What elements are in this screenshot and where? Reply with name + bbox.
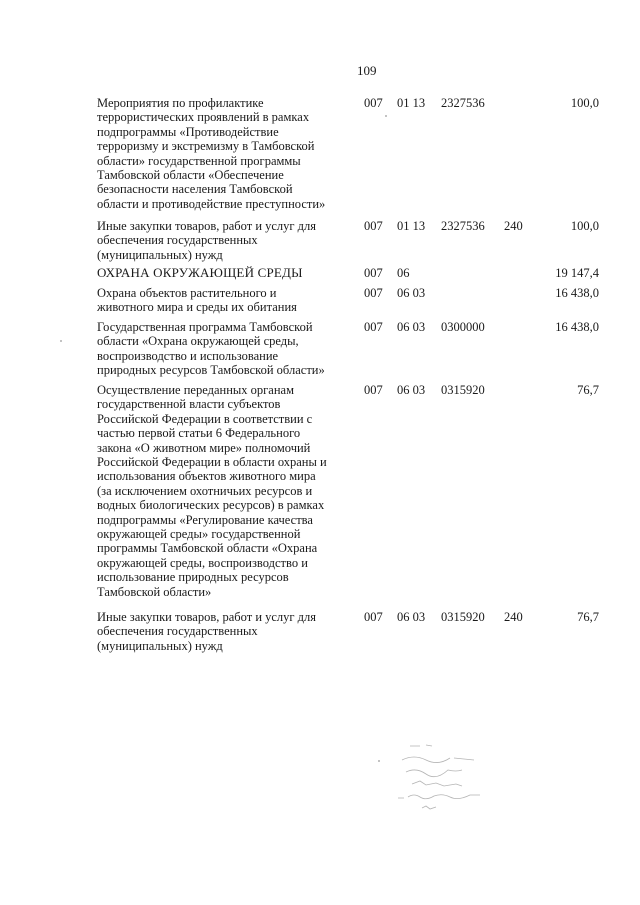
description-line: области «Охрана окружающей среды,: [97, 334, 299, 349]
description-line: Иные закупки товаров, работ и услуг для: [97, 219, 317, 233]
section-code: 06 03: [397, 610, 426, 624]
description-line: обеспечения государственных: [97, 233, 258, 248]
description-line: безопасности населения Тамбовской: [97, 182, 293, 197]
faint-stamp-mark: [392, 740, 512, 820]
row-description: [97, 286, 349, 315]
ministry-code: 007: [364, 96, 383, 110]
section-code: 06 03: [397, 320, 426, 334]
target-article-code: 0315920: [441, 383, 485, 397]
section-code: 01 13: [397, 219, 426, 233]
section-code: 06 03: [397, 383, 426, 397]
row-description: [97, 96, 349, 211]
description-line: природных ресурсов Тамбовской области»: [97, 363, 325, 378]
amount: 100,0: [570, 96, 599, 110]
row-description: [97, 320, 349, 378]
description-line: Осуществление переданных органам: [97, 383, 294, 397]
section-code: 06: [397, 266, 410, 280]
target-article-code: 0300000: [441, 320, 485, 334]
scan-speck: [378, 760, 380, 762]
description-line: области и противодействие преступности»: [97, 196, 326, 211]
description-line: Мероприятия по профилактике: [97, 96, 264, 110]
description-line: Охрана объектов растительного и: [97, 286, 277, 300]
ministry-code: 007: [364, 219, 383, 233]
description-line: подпрограммы «Регулирование качества: [97, 512, 313, 527]
description-line: Тамбовской области»: [97, 584, 212, 599]
expense-type-code: 240: [504, 610, 523, 624]
description-line: животного мира и среды их обитания: [97, 300, 297, 315]
amount: 16 438,0: [555, 286, 599, 300]
description-line: Российской Федерации в соответствии с: [97, 411, 313, 426]
description-line: окружающей среды» государственной: [97, 527, 301, 542]
expense-type-code: 240: [504, 219, 523, 233]
description-line: частью первой статьи 6 Федерального: [97, 426, 301, 441]
description-line: водных биологических ресурсов) в рамках: [97, 498, 325, 513]
scan-speck: [385, 115, 387, 117]
amount: 76,7: [577, 610, 599, 624]
amount: 19 147,4: [555, 266, 599, 280]
ministry-code: 007: [364, 320, 383, 334]
description-line: закона «О животном мире» полномочий: [97, 440, 311, 455]
description-line: Российской Федерации в области охраны и: [97, 455, 327, 470]
description-line: программы Тамбовской области «Охрана: [97, 541, 318, 556]
ministry-code: 007: [364, 286, 383, 300]
row-description: [97, 610, 349, 653]
description-line: (муниципальных) нужд: [97, 247, 223, 262]
description-line: использования объектов животного мира: [97, 469, 316, 484]
description-line: окружающей среды, воспроизводство и: [97, 555, 308, 570]
section-heading: ОХРАНА ОКРУЖАЮЩЕЙ СРЕДЫ: [97, 265, 303, 280]
amount: 76,7: [577, 383, 599, 397]
description-line: подпрограммы «Противодействие: [97, 124, 279, 139]
scan-speck: [60, 340, 62, 342]
description-line: использование природных ресурсов: [97, 570, 289, 585]
target-article-code: 2327536: [441, 96, 485, 110]
page-number: 109: [357, 63, 377, 78]
amount: 16 438,0: [555, 320, 599, 334]
description-line: области» государственной программы: [97, 153, 301, 168]
description-line: Иные закупки товаров, работ и услуг для: [97, 610, 317, 624]
target-article-code: 2327536: [441, 219, 485, 233]
description-line: воспроизводство и использование: [97, 348, 279, 363]
ministry-code: 007: [364, 383, 383, 397]
row-description: [97, 266, 349, 280]
target-article-code: 0315920: [441, 610, 485, 624]
amount: 100,0: [570, 219, 599, 233]
ministry-code: 007: [364, 610, 383, 624]
ministry-code: 007: [364, 266, 383, 280]
section-code: 01 13: [397, 96, 426, 110]
description-line: государственной власти субъектов: [97, 397, 281, 412]
description-line: террористических проявлений в рамках: [97, 110, 310, 125]
description-line: (муниципальных) нужд: [97, 638, 223, 653]
description-line: обеспечения государственных: [97, 624, 258, 639]
row-description: [97, 383, 349, 599]
description-line: терроризму и экстремизму в Тамбовской: [97, 139, 315, 154]
description-line: Государственная программа Тамбовской: [97, 320, 313, 334]
description-line: Тамбовской области «Обеспечение: [97, 168, 284, 183]
row-description: [97, 219, 349, 262]
section-code: 06 03: [397, 286, 426, 300]
description-line: (за исключением охотничьих ресурсов и: [97, 483, 313, 498]
stamp-scribble-graphic: [392, 740, 512, 820]
